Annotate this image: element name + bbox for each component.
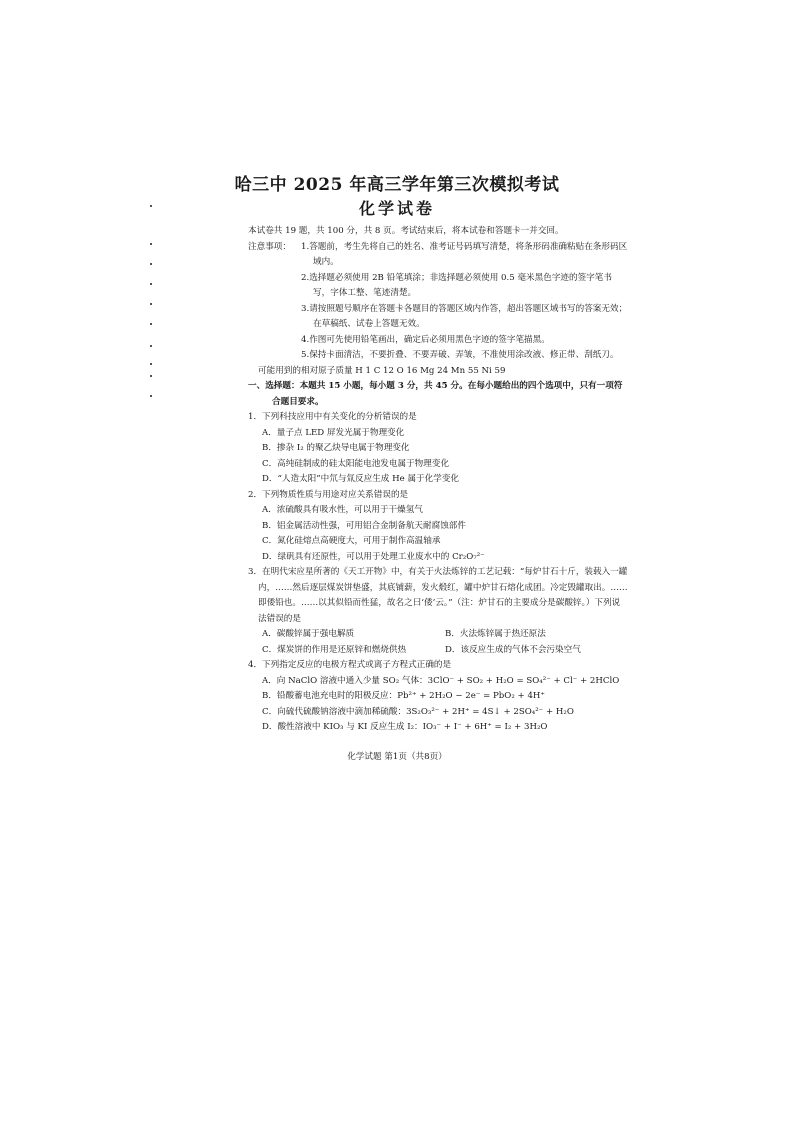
- question-stem: 4．下列指定反应的电极方程式或离子方程式正确的是: [248, 660, 452, 670]
- notes-block: [248, 240, 628, 364]
- question-option: A．碳酸锌属于强电解质: [262, 629, 355, 639]
- question: [248, 410, 628, 488]
- question: [248, 565, 628, 658]
- note-item: 3.请按照题号顺序在答题卡各题目的答题区域内作答，超出答题区域书写的答案无效；在草稿纸、试卷上答题无效。: [301, 303, 628, 329]
- question-option: B．铝金属活动性强，可用铝合金制备航天耐腐蚀部件: [262, 520, 466, 531]
- section-heading: 一、选择题：本题共 15 小题，每小题 3 分，共 45 分。在每小题给出的四个选项中，只有一项符合题目要求。: [248, 381, 623, 407]
- note-item: 1.答题前，考生先将自己的姓名、准考证号码填写清楚，将条形码准确粘贴在条形码区域内。: [301, 241, 628, 267]
- note-item: 2.选择题必须使用 2B 铅笔填涂；非选择题必须使用 0.5 毫米黑色字迹的签字笔书写，字体工整、笔迹清楚。: [301, 272, 612, 298]
- note-item: 4.作图可先使用铅笔画出，确定后必须用黑色字迹的签字笔描黑。: [301, 334, 550, 345]
- exam-body: [248, 224, 628, 736]
- question-option: C．向硫代硫酸钠溶液中滴加稀硫酸：3S₂O₃²⁻ + 2H⁺ = 4S↓ + 2SO₄²⁻ + H₂O: [262, 706, 574, 717]
- notes-label: 注意事项：: [248, 241, 291, 252]
- question-option: A．向 NaClO 溶液中通入少量 SO₂ 气体：3ClO⁻ + SO₂ + H₂O = SO₄²⁻ + Cl⁻ + 2HClO: [262, 675, 620, 686]
- question-option: B．铅酸蓄电池充电时的阳极反应：Pb²⁺ + 2H₂O − 2e⁻ = PbO₂ + 4H⁺: [262, 691, 545, 701]
- option-row: [248, 643, 628, 659]
- question-stem: 3．在明代宋应星所著的《天工开物》中，有关于火法炼锌的工艺记载：“每炉甘石十斤，装载入一罐内，……然后逐层煤炭饼垫盛，其底铺薪，发火煅红，罐中炉甘石熔化成团。冷定毁罐取出。……即倭铅也。……以其似铅而性猛，故名之曰‘倭’云。”（注：炉甘石的主要成分是碳酸锌。）下列说法错误的是: [248, 567, 628, 624]
- question: [248, 658, 628, 736]
- atomic-masses: 可能用到的相对原子质量 H 1 C 12 O 16 Mg 24 Mn 55 Ni 59: [258, 365, 506, 376]
- question-option: B．掺杂 I₂ 的聚乙炔导电属于物理变化: [262, 443, 410, 453]
- question-option: B．火法炼锌属于热还原法: [445, 629, 546, 639]
- exam-intro: 本试卷共 19 题，共 100 分，共 8 页。考试结束后，将本试卷和答题卡一并交回。: [248, 226, 564, 236]
- exam-subject: 化学试卷: [358, 199, 435, 218]
- note-item: 5.保持卡面清洁，不要折叠、不要弄破、弄皱，不准使用涂改液、修正带、刮纸刀。: [301, 350, 619, 360]
- question-option: D．酸性溶液中 KIO₃ 与 KI 反应生成 I₂：IO₃⁻ + I⁻ + 6H⁺ = I₂ + 3H₂O: [262, 722, 548, 732]
- question-stem: 2．下列物质性质与用途对应关系错误的是: [248, 489, 409, 500]
- question-option: C．煤炭饼的作用是还原锌和燃烧供热: [262, 644, 407, 655]
- question-option: C．氮化硅熔点高硬度大，可用于制作高温轴承: [262, 536, 441, 546]
- question-option: D．“人造太阳”中氘与氚反应生成 He 属于化学变化: [262, 474, 460, 484]
- question-stem: 1．下列科技应用中有关变化的分析错误的是: [248, 412, 417, 422]
- question: [248, 488, 628, 566]
- exam-title: 哈三中 2025 年高三学年第三次模拟考试: [234, 175, 560, 195]
- page-footer: 化学试题 第1页（共8页）: [347, 752, 447, 762]
- option-row: [248, 627, 628, 643]
- question-option: C．高纯硅制成的硅太阳能电池发电属于物理变化: [262, 458, 450, 469]
- question-option: D．该反应生成的气体不会污染空气: [445, 644, 581, 655]
- question-option: A．量子点 LED 屏发光属于物理变化: [262, 427, 405, 438]
- question-option: D．绿矾具有还原性，可以用于处理工业废水中的 Cr₂O₇²⁻: [262, 551, 485, 562]
- question-option: A．浓硫酸具有吸水性，可以用于干燥氢气: [262, 505, 423, 515]
